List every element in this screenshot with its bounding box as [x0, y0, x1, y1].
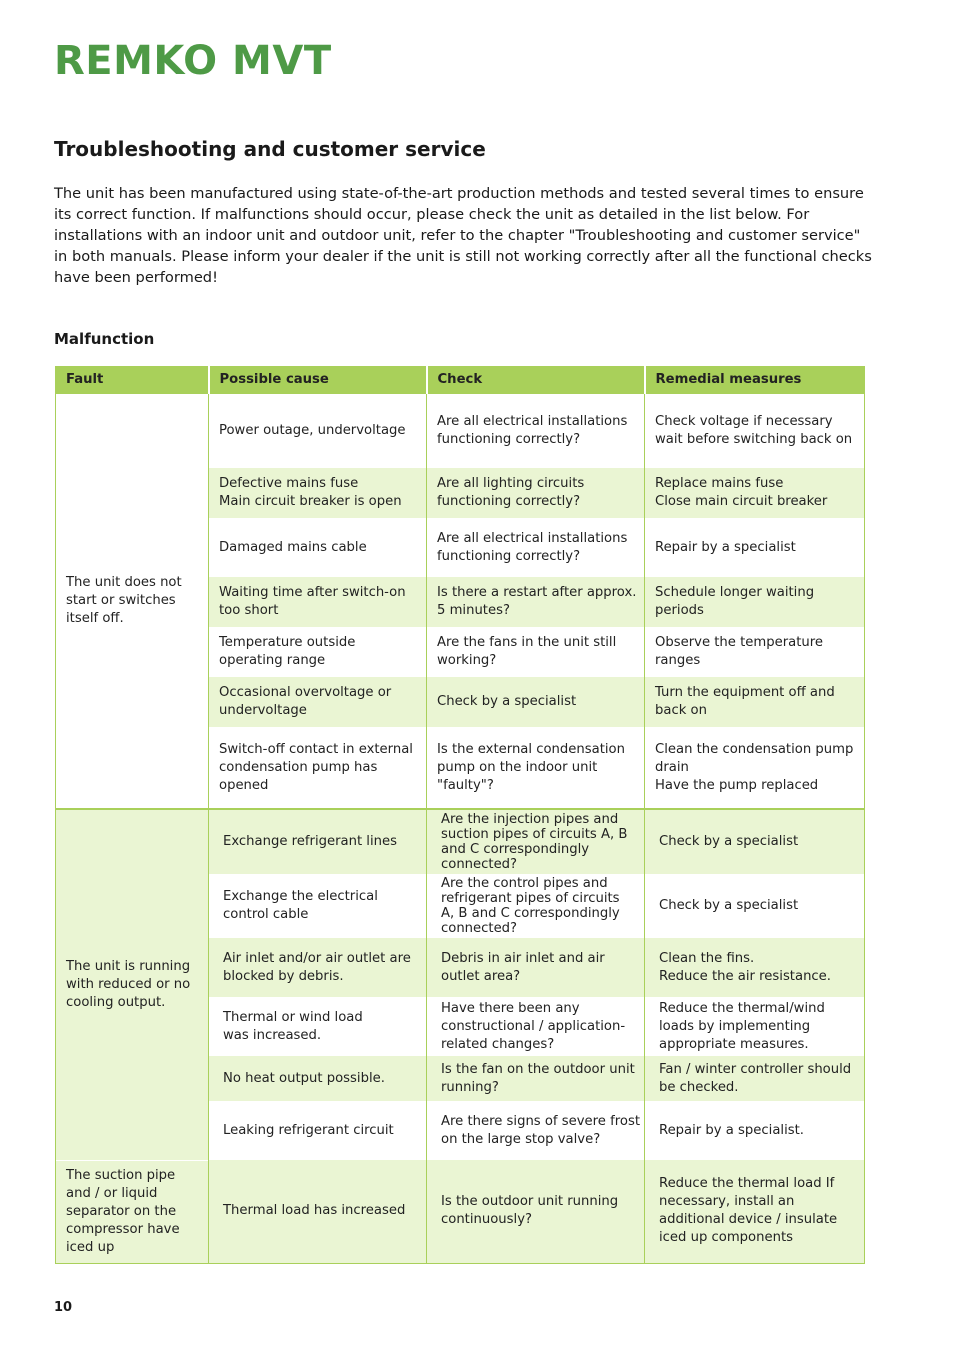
table-header-row: [56, 366, 865, 394]
header-remedial-measures: Remedial measures: [645, 366, 865, 394]
cause-cell: Occasional overvoltage or undervoltage: [209, 677, 427, 727]
remedy-cell: Check by a specialist: [645, 874, 865, 938]
malfunction-subtitle: Malfunction: [54, 330, 155, 348]
fault-cell: The unit is running with reduced or no cooling output.: [56, 809, 209, 1160]
remedy-cell: Fan / winter controller should be checked.: [645, 1056, 865, 1101]
remedy-cell: Check voltage if necessary wait before switching back on: [645, 394, 865, 468]
check-cell: Is the fan on the outdoor unit running?: [427, 1056, 645, 1101]
check-cell: Are the control pipes and refrigerant pipes of circuits A, B and C correspondingly connected?: [427, 874, 645, 938]
fault-cell: The unit does not start or switches itself off.: [56, 394, 209, 809]
cause-cell: Thermal load has increased: [209, 1160, 427, 1263]
remedy-cell: Repair by a specialist.: [645, 1101, 865, 1160]
cause-cell: Exchange refrigerant lines: [209, 809, 427, 874]
remedy-cell: Reduce the thermal load If necessary, install an additional device / insulate iced up components: [645, 1160, 865, 1263]
table-row: [56, 809, 865, 874]
intro-paragraph: The unit has been manufactured using state-of-the-art production methods and tested several times to ensure its correct function. If malfunctions should occur, please check the unit as detailed in the list below. For installations with an indoor unit and outdoor unit, refer to the chapter "Troubleshooting and customer service" in both manuals. Please inform your dealer if the unit is still not working correctly after all the functional checks have been performed!: [54, 185, 872, 286]
check-cell: Are the injection pipes and suction pipes of circuits A, B and C correspondingly connected?: [427, 809, 645, 874]
check-cell: Are there signs of severe frost on the large stop valve?: [427, 1101, 645, 1160]
remedy-cell: Repair by a specialist: [645, 518, 865, 577]
header-fault: Fault: [56, 366, 209, 394]
check-cell: Is the external condensation pump on the indoor unit "faulty"?: [427, 727, 645, 809]
cause-cell: Switch-off contact in external condensation pump has opened: [209, 727, 427, 809]
troubleshooting-table: [55, 366, 865, 1264]
cause-cell: No heat output possible.: [209, 1056, 427, 1101]
check-cell: Debris in air inlet and air outlet area?: [427, 938, 645, 997]
check-cell: Are all lighting circuits functioning correctly?: [427, 468, 645, 518]
section-title: Troubleshooting and customer service: [54, 137, 486, 161]
check-cell: Are the fans in the unit still working?: [427, 627, 645, 677]
header-possible-cause: Possible cause: [209, 366, 427, 394]
remedy-cell: Reduce the thermal/wind loads by implementing appropriate measures.: [645, 997, 865, 1056]
cause-cell: Waiting time after switch-on too short: [209, 577, 427, 627]
cause-cell: Exchange the electrical control cable: [209, 874, 427, 938]
check-cell: Is there a restart after approx. 5 minutes?: [427, 577, 645, 627]
remedy-cell: Replace mains fuse Close main circuit breaker: [645, 468, 865, 518]
check-cell: Are all electrical installations functioning correctly?: [427, 518, 645, 577]
cause-cell: Power outage, undervoltage: [209, 394, 427, 468]
remedy-cell: Observe the temperature ranges: [645, 627, 865, 677]
remedy-cell: Clean the fins. Reduce the air resistance.: [645, 938, 865, 997]
check-cell: Check by a specialist: [427, 677, 645, 727]
header-check: Check: [427, 366, 645, 394]
check-cell: Is the outdoor unit running continuously?: [427, 1160, 645, 1263]
cause-cell: Leaking refrigerant circuit: [209, 1101, 427, 1160]
cause-cell: Defective mains fuse Main circuit breaker is open: [209, 468, 427, 518]
brand-title: REMKO MVT: [54, 38, 332, 84]
remedy-cell: Clean the condensation pump drain Have the pump replaced: [645, 727, 865, 809]
cause-cell: Air inlet and/or air outlet are blocked by debris.: [209, 938, 427, 997]
cause-cell: Thermal or wind load was increased.: [209, 997, 427, 1056]
fault-cell: The suction pipe and / or liquid separator on the compressor have iced up: [56, 1160, 209, 1263]
page-number: 10: [54, 1300, 73, 1315]
table-row: [56, 394, 865, 468]
check-cell: Have there been any constructional / application-related changes?: [427, 997, 645, 1056]
table-row: [56, 1160, 865, 1263]
cause-cell: Damaged mains cable: [209, 518, 427, 577]
cause-cell: Temperature outside operating range: [209, 627, 427, 677]
check-cell: Are all electrical installations functioning correctly?: [427, 394, 645, 468]
remedy-cell: Check by a specialist: [645, 809, 865, 874]
remedy-cell: Schedule longer waiting periods: [645, 577, 865, 627]
remedy-cell: Turn the equipment off and back on: [645, 677, 865, 727]
